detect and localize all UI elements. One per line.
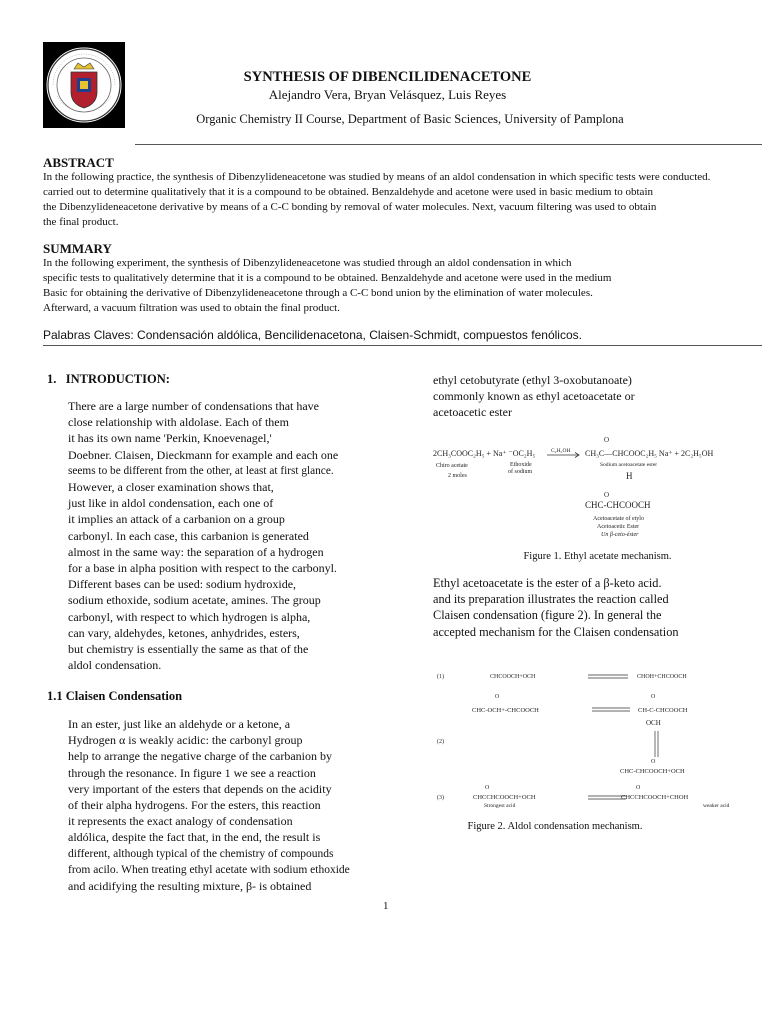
mid-right-text (433, 575, 733, 640)
figure-2-caption: Figure 2. Aldol condensation mechanism. (467, 821, 643, 832)
fig2-s1-left: CHCOOCH+OCH (490, 674, 536, 680)
intro-line: close relationship with aldolase. Each of them (68, 415, 289, 430)
intro-line: just like in aldol condensation, each one of (68, 496, 274, 511)
fig2-s3-right: CHCCHCOOCH+CHOH (621, 794, 689, 801)
fig2-o-5: O (636, 785, 641, 791)
fig2-s2-bottom: CHC-CHCOOCH+OCH (620, 768, 685, 775)
intro-line: sodium ethoxide, sodium acetate, amines. The group (68, 593, 321, 608)
affiliation: Organic Chemistry II Course, Department of Basic Sciences, University of Pamplona (196, 112, 624, 126)
claisen-line: of their alpha hydrogens. For the esters, this reaction (68, 798, 321, 813)
summary-line: Basic for obtaining the derivative of Dibenzylideneacetone through a C-C bond union by the elimination of water molecules. (43, 287, 593, 299)
fig2-s3-left: CHCCHCOOCH+OCH (473, 794, 536, 801)
fig2-o-3: O (651, 759, 656, 765)
fig1-beta-label: Un β-ceto-éster (601, 532, 639, 538)
authors: Alejandro Vera, Bryan Velásquez, Luis Reyes (268, 87, 507, 102)
intro-line: aldol condensation. (68, 658, 162, 673)
right-top-line: acetoacetic ester (433, 405, 512, 420)
intro-line: Doebner. Claisen, Dieckmann for example and each one (68, 447, 339, 462)
figure-1-caption: Figure 1. Ethyl acetate mechanism. (523, 551, 672, 562)
mid-right-line: accepted mechanism for the Claisen condensation (433, 624, 679, 639)
abstract-body (43, 170, 763, 230)
intro-line: carbonyl, with respect to which hydrogen is alpha, (68, 609, 311, 624)
fig1-reactants: 2CH₃COOC₂H₅ + Na⁺ ⁻OC₂H₅ (433, 449, 536, 458)
fig2-step2: (2) (437, 739, 444, 745)
mid-right-line: Claisen condensation (figure 2). In general the (433, 608, 662, 623)
figure-2-aldol-mechanism (430, 665, 765, 815)
fig1-acetoacetic-label: Acetoacetic Ester (597, 524, 640, 530)
fig1-reagent: C₂H₅OH (551, 448, 571, 454)
fig1-salt-label: Sodium acetoacetate ester (600, 462, 658, 468)
introduction-heading: 1. INTRODUCTION: (47, 372, 170, 386)
intro-line: it implies an attack of a carbanion on a group (68, 512, 285, 527)
intro-line: almost in the same way: the separation of a hydrogen (68, 544, 324, 559)
claisen-line: it represents the exact analogy of condensation (68, 814, 293, 829)
intro-line: but chemistry is essentially the same as that of the (68, 642, 309, 657)
intro-line: carbonyl. In each case, this carbanion is generated (68, 528, 309, 543)
summary-line: Afterward, a vacuum filtration was used to obtain the final product. (43, 302, 340, 314)
figure-1-ethyl-acetate-mechanism (430, 430, 765, 540)
page-number: 1 (383, 900, 389, 912)
intro-line: for a base in alpha position with respect to the carbonyl. (68, 561, 337, 576)
fig2-o-1: O (495, 694, 500, 700)
claisen-heading: 1.1 Claisen Condensation (47, 689, 183, 703)
fig1-o2: O (604, 491, 610, 499)
summary-body (43, 256, 733, 316)
abstract-line: the Dibenzylideneacetone derivative by means of a C-C bonding by removal of water molecules. Next, vacuum filtering was used to obtain (43, 201, 657, 213)
fig2-weaker-label: weaker acid (703, 803, 730, 809)
fig2-s2-right: CH-C-CHCOOCH (638, 707, 688, 714)
fig1-ethoxide-label: Ethoxide (510, 462, 532, 468)
abstract-line: the final product. (43, 216, 119, 228)
intro-line: it has its own name 'Perkin, Knoevenagel,' (68, 431, 272, 446)
university-logo (43, 42, 125, 128)
section-divider (43, 345, 762, 346)
fig1-acetoacetate-label: Acetoacetate of etylo (593, 516, 644, 522)
summary-heading: SUMMARY (43, 241, 112, 256)
keywords: Palabras Claves: Condensación aldólica, Bencilidenacetona, Claisen-Schmidt, compuestos fenólicos. (43, 328, 582, 342)
header-divider (135, 144, 762, 145)
introduction-body (68, 398, 378, 673)
abstract-heading: ABSTRACT (43, 155, 114, 170)
intro-line: can vary, aldehydes, ketones, anhydrides, esters, (68, 625, 300, 640)
claisen-line: through the resonance. In figure 1 we see a reaction (68, 765, 316, 780)
fig2-step3: (3) (437, 795, 444, 801)
fig1-h: H (626, 471, 633, 481)
claisen-line: from acilo. When treating ethyl acetate with sodium ethoxide (68, 863, 350, 876)
right-top-line: ethyl cetobutyrate (ethyl 3-oxobutanoate) (433, 373, 632, 387)
right-top-text (433, 372, 733, 421)
fig1-o1: O (604, 436, 610, 444)
fig2-s2-left: CHC-OCH+-CHCOOCH (472, 707, 539, 714)
fig1-moles-label: 2 moles (448, 473, 467, 479)
fig1-product: CH₃C—CHCOOC₂H₅ Na⁺ + 2C₂H₅OH (585, 449, 714, 458)
claisen-line: different, although typical of the chemistry of compounds (68, 847, 334, 860)
fig2-strongest-label: Strongest acid (484, 803, 516, 809)
claisen-line: In an ester, just like an aldehyde or a ketone, a (68, 717, 291, 731)
fig1-sodium-label: of sodium (508, 469, 533, 475)
fig1-product2: CHC-CHCOOCH (585, 500, 651, 510)
fig1-chiro-label: Chiro acetate (436, 463, 468, 469)
intro-line: There are a large number of condensations that have (68, 399, 320, 413)
fig2-o-2: O (651, 694, 656, 700)
intro-line: Different bases can be used: sodium hydroxide, (68, 577, 297, 592)
claisen-line: very important of the esters that depends on the acidity (68, 781, 332, 796)
claisen-line: aldólica, despite the fact that, in the end, the result is (68, 830, 321, 845)
summary-line: In the following experiment, the synthesis of Dibenzylideneacetone was studied through an aldol condensation in which (43, 257, 572, 269)
claisen-line: help to arrange the negative charge of the carbanion by (68, 749, 332, 764)
intro-line: However, a closer examination shows that, (68, 480, 274, 495)
claisen-body (68, 716, 393, 894)
mid-right-line: Ethyl acetoacetate is the ester of a β-keto acid. (433, 576, 662, 590)
abstract-line: In the following practice, the synthesis of Dibenzylideneacetone was studied by means of an aldol condensation in which specific tests were conducted. (43, 171, 711, 183)
claisen-line: and acidifying the resulting mixture, β- is obtained (68, 879, 312, 894)
mid-right-line: and its preparation illustrates the reaction called (433, 592, 669, 607)
fig2-step1: (1) (437, 674, 444, 680)
abstract-line: carried out to determine qualitatively that it is a compound to be obtained. Benzaldehyde and acetone were used in basic medium to obtain (43, 186, 654, 198)
claisen-line: Hydrogen α is weakly acidic: the carbonyl group (68, 733, 303, 748)
paper-title: SYNTHESIS OF DIBENCILIDENACETONE (243, 69, 532, 85)
fig2-s2-och: OCH (646, 719, 661, 727)
intro-line: seems to be different from the other, at least at first glance. (68, 464, 334, 477)
fig2-o-4: O (485, 785, 490, 791)
fig2-s1-right: CHOH+CHCOOCH (637, 674, 687, 680)
right-top-line: commonly known as ethyl acetoacetate or (433, 389, 635, 404)
summary-line: specific tests to qualitatively determine that it is a compound to be obtained. Benzaldehyde and acetone were used in the medium (43, 272, 612, 284)
